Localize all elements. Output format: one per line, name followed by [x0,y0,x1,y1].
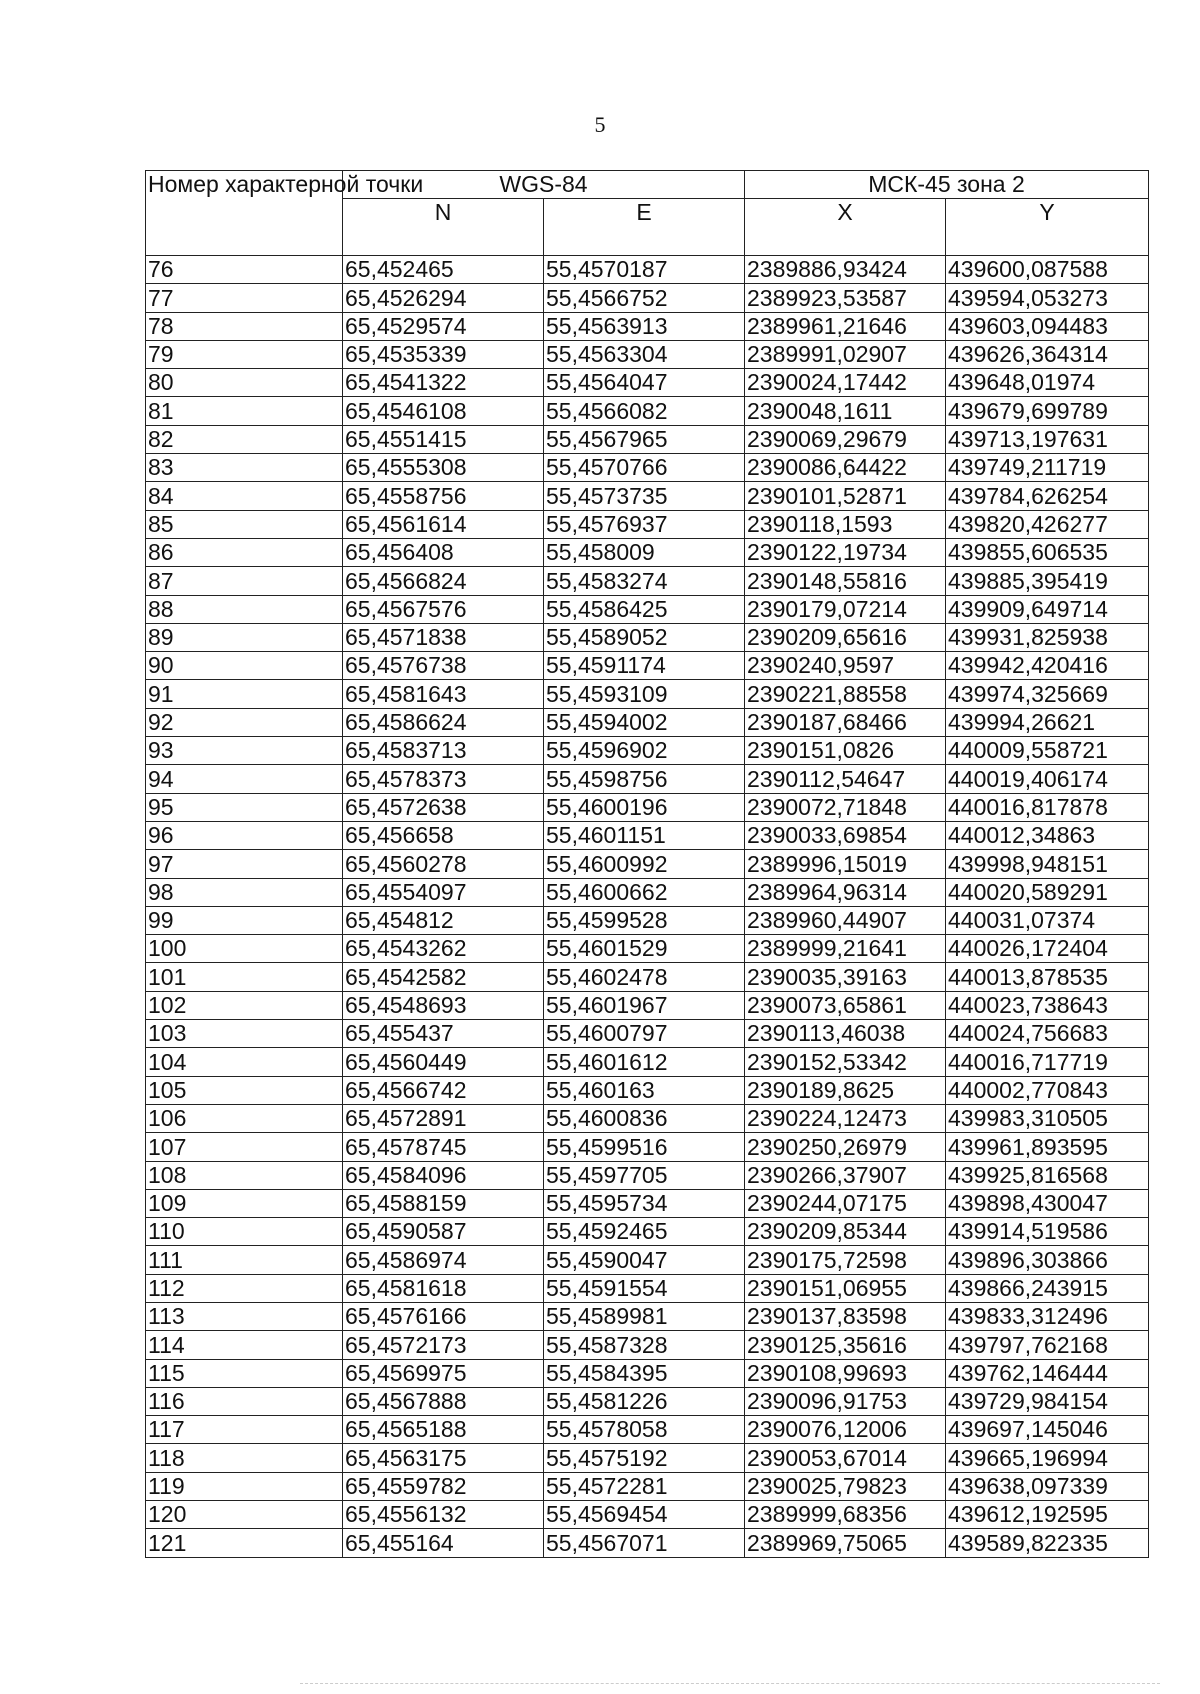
cell-msk-y: 440024,756683 [946,1020,1149,1048]
cell-msk-y: 439994,26621 [946,708,1149,736]
cell-wgs-n: 65,4586624 [343,708,544,736]
cell-msk-y: 439648,01974 [946,369,1149,397]
cell-msk-y: 439713,197631 [946,425,1149,453]
cell-wgs-e: 55,4573735 [544,482,745,510]
cell-msk-x: 2390072,71848 [745,793,946,821]
cell-point-number: 111 [146,1246,343,1274]
cell-wgs-e: 55,4600662 [544,878,745,906]
cell-msk-x: 2390035,39163 [745,963,946,991]
cell-msk-y: 439855,606535 [946,538,1149,566]
table-row [146,1302,1149,1330]
cell-wgs-n: 65,4563175 [343,1444,544,1472]
table-row [146,850,1149,878]
cell-wgs-n: 65,4559782 [343,1472,544,1500]
cell-wgs-n: 65,4565188 [343,1416,544,1444]
cell-msk-x: 2389996,15019 [745,850,946,878]
cell-msk-y: 439974,325669 [946,680,1149,708]
cell-wgs-e: 55,4587328 [544,1331,745,1359]
table-row [146,1387,1149,1415]
cell-point-number: 118 [146,1444,343,1472]
cell-wgs-e: 55,4569454 [544,1501,745,1529]
cell-msk-y: 439594,053273 [946,284,1149,312]
cell-msk-x: 2390179,07214 [745,595,946,623]
coordinates-table [145,170,1149,1558]
cell-wgs-e: 55,4595734 [544,1189,745,1217]
cell-msk-x: 2389964,96314 [745,878,946,906]
cell-msk-x: 2390069,29679 [745,425,946,453]
cell-wgs-n: 65,4566742 [343,1076,544,1104]
cell-wgs-n: 65,4572638 [343,793,544,821]
cell-point-number: 117 [146,1416,343,1444]
table-row [146,1501,1149,1529]
cell-wgs-n: 65,4571838 [343,623,544,651]
table-row [146,510,1149,538]
table-row [146,1161,1149,1189]
table-row [146,963,1149,991]
cell-msk-y: 439961,893595 [946,1133,1149,1161]
table-row [146,623,1149,651]
cell-wgs-n: 65,4581618 [343,1274,544,1302]
cell-msk-x: 2389923,53587 [745,284,946,312]
table-row [146,1189,1149,1217]
cell-wgs-e: 55,4572281 [544,1472,745,1500]
cell-msk-y: 439784,626254 [946,482,1149,510]
cell-msk-y: 440012,34863 [946,821,1149,849]
cell-wgs-n: 65,4583713 [343,737,544,765]
cell-msk-y: 439833,312496 [946,1302,1149,1330]
header-msk45: МСК-45 зона 2 [745,171,1149,199]
cell-wgs-e: 55,458009 [544,538,745,566]
table-row [146,567,1149,595]
cell-wgs-n: 65,4556132 [343,1501,544,1529]
cell-wgs-e: 55,4586425 [544,595,745,623]
cell-msk-x: 2390221,88558 [745,680,946,708]
cell-msk-x: 2390101,52871 [745,482,946,510]
cell-wgs-n: 65,4560449 [343,1048,544,1076]
cell-msk-x: 2390244,07175 [745,1189,946,1217]
cell-msk-x: 2390250,26979 [745,1133,946,1161]
cell-point-number: 103 [146,1020,343,1048]
cell-point-number: 78 [146,312,343,340]
cell-msk-x: 2390086,64422 [745,454,946,482]
table-row [146,1472,1149,1500]
coordinates-table-body [146,256,1149,1558]
cell-wgs-n: 65,4542582 [343,963,544,991]
cell-wgs-e: 55,4570187 [544,256,745,284]
cell-msk-y: 440026,172404 [946,935,1149,963]
cell-msk-y: 439603,094483 [946,312,1149,340]
cell-wgs-e: 55,4591174 [544,652,745,680]
cell-wgs-e: 55,460163 [544,1076,745,1104]
cell-point-number: 93 [146,737,343,765]
header-x: X [745,199,946,256]
cell-point-number: 86 [146,538,343,566]
table-row [146,1529,1149,1557]
table-row [146,1444,1149,1472]
table-row [146,1416,1149,1444]
cell-msk-y: 439931,825938 [946,623,1149,651]
cell-msk-x: 2390112,54647 [745,765,946,793]
table-row [146,1104,1149,1132]
cell-point-number: 95 [146,793,343,821]
cell-wgs-n: 65,4567576 [343,595,544,623]
table-row [146,765,1149,793]
cell-wgs-e: 55,4566752 [544,284,745,312]
cell-msk-y: 440031,07374 [946,906,1149,934]
cell-wgs-n: 65,4554097 [343,878,544,906]
cell-point-number: 87 [146,567,343,595]
cell-wgs-e: 55,4590047 [544,1246,745,1274]
cell-msk-y: 439942,420416 [946,652,1149,680]
cell-wgs-n: 65,4576166 [343,1302,544,1330]
cell-wgs-e: 55,4563304 [544,340,745,368]
cell-msk-y: 440013,878535 [946,963,1149,991]
cell-wgs-e: 55,4581226 [544,1387,745,1415]
table-row [146,369,1149,397]
cell-point-number: 105 [146,1076,343,1104]
cell-msk-x: 2390073,65861 [745,991,946,1019]
cell-point-number: 97 [146,850,343,878]
cell-wgs-n: 65,4578745 [343,1133,544,1161]
header-e: E [544,199,745,256]
cell-msk-y: 439820,426277 [946,510,1149,538]
cell-msk-x: 2390113,46038 [745,1020,946,1048]
cell-wgs-e: 55,4599516 [544,1133,745,1161]
cell-wgs-n: 65,4535339 [343,340,544,368]
header-row-groups [146,171,1149,199]
cell-wgs-e: 55,4592465 [544,1218,745,1246]
cell-wgs-n: 65,4543262 [343,935,544,963]
cell-wgs-n: 65,4529574 [343,312,544,340]
table-row [146,935,1149,963]
cell-point-number: 99 [146,906,343,934]
table-row [146,1331,1149,1359]
cell-msk-x: 2390048,1611 [745,397,946,425]
cell-wgs-e: 55,4567071 [544,1529,745,1557]
cell-point-number: 91 [146,680,343,708]
cell-wgs-n: 65,455437 [343,1020,544,1048]
table-row [146,425,1149,453]
table-row [146,284,1149,312]
cell-point-number: 79 [146,340,343,368]
cell-wgs-e: 55,4584395 [544,1359,745,1387]
cell-wgs-n: 65,4572173 [343,1331,544,1359]
cell-point-number: 102 [146,991,343,1019]
cell-msk-y: 439749,211719 [946,454,1149,482]
cell-msk-x: 2389886,93424 [745,256,946,284]
cell-msk-y: 439638,097339 [946,1472,1149,1500]
header-point-number: Номер характерной точки [146,171,343,256]
cell-msk-x: 2389999,68356 [745,1501,946,1529]
cell-wgs-n: 65,4586974 [343,1246,544,1274]
cell-wgs-n: 65,4541322 [343,369,544,397]
cell-wgs-n: 65,4578373 [343,765,544,793]
cell-msk-y: 439898,430047 [946,1189,1149,1217]
cell-msk-x: 2389999,21641 [745,935,946,963]
table-row [146,454,1149,482]
table-row [146,1133,1149,1161]
cell-msk-x: 2390108,99693 [745,1359,946,1387]
cell-wgs-e: 55,4567965 [544,425,745,453]
page-number: 5 [594,112,606,137]
cell-wgs-e: 55,4600836 [544,1104,745,1132]
cell-point-number: 76 [146,256,343,284]
cell-point-number: 77 [146,284,343,312]
table-row [146,906,1149,934]
table-row [146,1274,1149,1302]
cell-msk-x: 2390122,19734 [745,538,946,566]
cell-point-number: 109 [146,1189,343,1217]
cell-msk-x: 2390025,79823 [745,1472,946,1500]
header-wgs84: WGS-84 [343,171,745,199]
cell-msk-x: 2390209,65616 [745,623,946,651]
cell-point-number: 108 [146,1161,343,1189]
table-row [146,1246,1149,1274]
cell-wgs-n: 65,4555308 [343,454,544,482]
cell-msk-x: 2390033,69854 [745,821,946,849]
cell-point-number: 119 [146,1472,343,1500]
cell-point-number: 96 [146,821,343,849]
header-n: N [343,199,544,256]
table-row [146,538,1149,566]
cell-msk-x: 2390024,17442 [745,369,946,397]
cell-wgs-n: 65,4558756 [343,482,544,510]
cell-wgs-e: 55,4599528 [544,906,745,934]
cell-msk-y: 439925,816568 [946,1161,1149,1189]
cell-msk-y: 439797,762168 [946,1331,1149,1359]
cell-wgs-n: 65,4584096 [343,1161,544,1189]
cell-point-number: 120 [146,1501,343,1529]
cell-msk-y: 439909,649714 [946,595,1149,623]
table-row [146,708,1149,736]
cell-point-number: 113 [146,1302,343,1330]
cell-msk-y: 440016,717719 [946,1048,1149,1076]
cell-msk-y: 440020,589291 [946,878,1149,906]
cell-point-number: 106 [146,1104,343,1132]
cell-wgs-e: 55,4591554 [544,1274,745,1302]
cell-msk-y: 439983,310505 [946,1104,1149,1132]
cell-wgs-n: 65,456658 [343,821,544,849]
cell-wgs-n: 65,4566824 [343,567,544,595]
cell-wgs-e: 55,4570766 [544,454,745,482]
cell-wgs-n: 65,4572891 [343,1104,544,1132]
table-row [146,256,1149,284]
cell-msk-x: 2390151,0826 [745,737,946,765]
cell-wgs-n: 65,4561614 [343,510,544,538]
cell-point-number: 81 [146,397,343,425]
cell-point-number: 115 [146,1359,343,1387]
cell-msk-y: 439665,196994 [946,1444,1149,1472]
cell-msk-x: 2390209,85344 [745,1218,946,1246]
cell-wgs-e: 55,4600797 [544,1020,745,1048]
cell-wgs-e: 55,4578058 [544,1416,745,1444]
cell-msk-x: 2390187,68466 [745,708,946,736]
cell-msk-x: 2390118,1593 [745,510,946,538]
cell-msk-x: 2390175,72598 [745,1246,946,1274]
cell-point-number: 112 [146,1274,343,1302]
cell-wgs-e: 55,4600196 [544,793,745,821]
cell-msk-y: 439600,087588 [946,256,1149,284]
cell-msk-x: 2390096,91753 [745,1387,946,1415]
cell-msk-y: 440009,558721 [946,737,1149,765]
table-row [146,737,1149,765]
table-row [146,1076,1149,1104]
cell-point-number: 100 [146,935,343,963]
table-row [146,1020,1149,1048]
cell-wgs-n: 65,4581643 [343,680,544,708]
cell-msk-x: 2390151,06955 [745,1274,946,1302]
cell-msk-y: 439697,145046 [946,1416,1149,1444]
cell-wgs-n: 65,454812 [343,906,544,934]
cell-msk-y: 440023,738643 [946,991,1149,1019]
cell-wgs-n: 65,4588159 [343,1189,544,1217]
header-y: Y [946,199,1149,256]
cell-wgs-n: 65,4526294 [343,284,544,312]
cell-wgs-e: 55,4576937 [544,510,745,538]
table-row [146,1359,1149,1387]
table-row [146,482,1149,510]
cell-wgs-e: 55,4564047 [544,369,745,397]
cell-point-number: 88 [146,595,343,623]
cell-point-number: 85 [146,510,343,538]
cell-msk-y: 440002,770843 [946,1076,1149,1104]
table-row [146,312,1149,340]
cell-msk-y: 439896,303866 [946,1246,1149,1274]
cell-msk-x: 2389961,21646 [745,312,946,340]
cell-point-number: 89 [146,623,343,651]
cell-wgs-e: 55,4597705 [544,1161,745,1189]
cell-point-number: 110 [146,1218,343,1246]
cell-wgs-e: 55,4589981 [544,1302,745,1330]
cell-point-number: 94 [146,765,343,793]
cell-point-number: 83 [146,454,343,482]
cell-wgs-e: 55,4601612 [544,1048,745,1076]
cell-msk-x: 2390152,53342 [745,1048,946,1076]
cell-msk-x: 2390148,55816 [745,567,946,595]
cell-point-number: 90 [146,652,343,680]
cell-point-number: 114 [146,1331,343,1359]
cell-msk-y: 440019,406174 [946,765,1149,793]
cell-wgs-e: 55,4600992 [544,850,745,878]
cell-wgs-n: 65,4567888 [343,1387,544,1415]
table-row [146,793,1149,821]
cell-msk-y: 439612,192595 [946,1501,1149,1529]
cell-wgs-n: 65,4560278 [343,850,544,878]
cell-wgs-n: 65,456408 [343,538,544,566]
page-bottom-marks [300,1683,1160,1688]
cell-msk-x: 2390266,37907 [745,1161,946,1189]
cell-msk-x: 2389991,02907 [745,340,946,368]
cell-wgs-n: 65,4590587 [343,1218,544,1246]
cell-wgs-e: 55,4593109 [544,680,745,708]
cell-wgs-n: 65,455164 [343,1529,544,1557]
cell-msk-x: 2390137,83598 [745,1302,946,1330]
cell-msk-y: 439998,948151 [946,850,1149,878]
cell-point-number: 104 [146,1048,343,1076]
cell-msk-x: 2389960,44907 [745,906,946,934]
cell-point-number: 80 [146,369,343,397]
cell-point-number: 116 [146,1387,343,1415]
cell-msk-y: 439762,146444 [946,1359,1149,1387]
table-row [146,652,1149,680]
cell-msk-x: 2390076,12006 [745,1416,946,1444]
cell-point-number: 92 [146,708,343,736]
cell-wgs-e: 55,4575192 [544,1444,745,1472]
cell-wgs-n: 65,4546108 [343,397,544,425]
coordinates-table-header [146,171,1149,256]
table-row [146,397,1149,425]
cell-msk-x: 2390125,35616 [745,1331,946,1359]
cell-point-number: 101 [146,963,343,991]
cell-wgs-e: 55,4594002 [544,708,745,736]
cell-msk-y: 439626,364314 [946,340,1149,368]
cell-msk-x: 2389969,75065 [745,1529,946,1557]
cell-msk-x: 2390189,8625 [745,1076,946,1104]
table-row [146,991,1149,1019]
cell-wgs-e: 55,4598756 [544,765,745,793]
cell-msk-y: 439729,984154 [946,1387,1149,1415]
cell-point-number: 98 [146,878,343,906]
table-row [146,821,1149,849]
cell-wgs-e: 55,4601529 [544,935,745,963]
table-row [146,680,1149,708]
cell-msk-x: 2390224,12473 [745,1104,946,1132]
cell-msk-y: 439885,395419 [946,567,1149,595]
cell-wgs-e: 55,4566082 [544,397,745,425]
cell-wgs-n: 65,4576738 [343,652,544,680]
cell-msk-y: 440016,817878 [946,793,1149,821]
cell-msk-y: 439914,519586 [946,1218,1149,1246]
cell-msk-x: 2390053,67014 [745,1444,946,1472]
cell-point-number: 84 [146,482,343,510]
cell-msk-y: 439589,822335 [946,1529,1149,1557]
cell-wgs-n: 65,452465 [343,256,544,284]
cell-point-number: 121 [146,1529,343,1557]
cell-wgs-e: 55,4589052 [544,623,745,651]
table-row [146,1218,1149,1246]
cell-msk-y: 439679,699789 [946,397,1149,425]
cell-point-number: 107 [146,1133,343,1161]
cell-msk-x: 2390240,9597 [745,652,946,680]
cell-wgs-e: 55,4601967 [544,991,745,1019]
cell-wgs-n: 65,4569975 [343,1359,544,1387]
table-row [146,878,1149,906]
cell-point-number: 82 [146,425,343,453]
cell-wgs-e: 55,4602478 [544,963,745,991]
cell-wgs-e: 55,4563913 [544,312,745,340]
table-row [146,595,1149,623]
cell-wgs-e: 55,4596902 [544,737,745,765]
cell-wgs-n: 65,4548693 [343,991,544,1019]
cell-wgs-n: 65,4551415 [343,425,544,453]
cell-msk-y: 439866,243915 [946,1274,1149,1302]
table-row [146,340,1149,368]
cell-wgs-e: 55,4583274 [544,567,745,595]
table-row [146,1048,1149,1076]
cell-wgs-e: 55,4601151 [544,821,745,849]
